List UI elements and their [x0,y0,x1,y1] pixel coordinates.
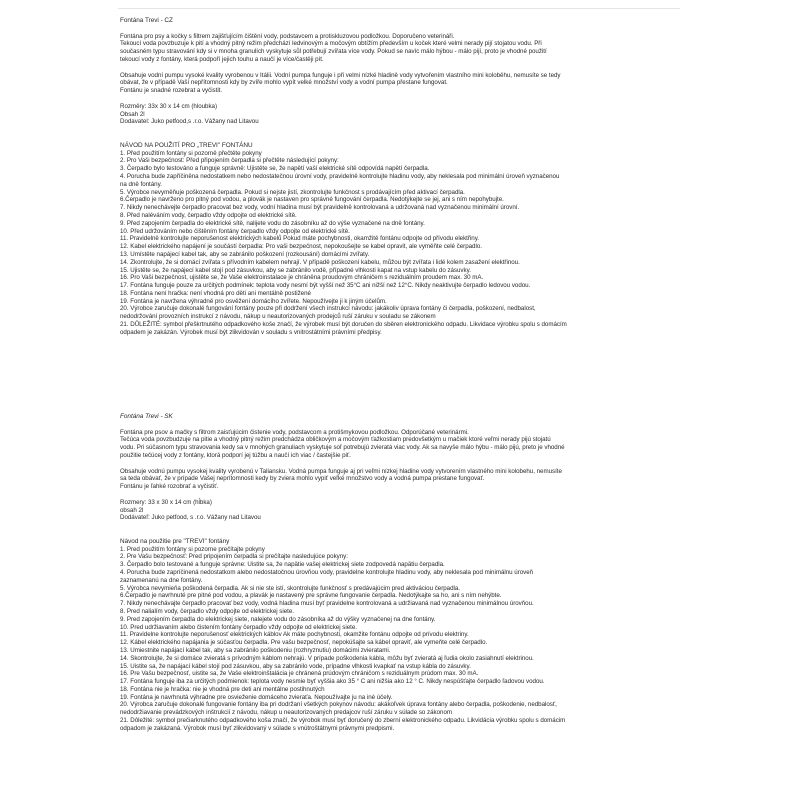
intro2-sk [120,468,680,491]
text-line: Tekoucí voda povzbuzuje k pití a vhodný pitný režim předchází ledvinovým a močovým obtížím především u koček které velmi nerady pijí stojatou vodu. Při [120,40,542,48]
section-title-cz: Fontána Trevi - CZ [120,17,173,24]
manual-line: 21. Dôležité: symbol prečiarknutého odpadkového koša značí, že výrobok musí byť doručený do zberní elektronického odpadu. Likvidácia výrobku spolu s domácim [120,717,566,725]
spec-line: Rozměry: 33x 30 x 14 cm (hloubka) [120,102,218,110]
text-line: Obsahuje vodnú pumpu vysokej kvality vyrobenú v Taliansku. Vodná pumpa funguje aj pri veľmi nízkej hladine vody vytvorením vlastného mini kolobehu, nemusíte [120,467,562,475]
text-line: vodu. Pri súčasnom typu stravovania kedy sa v mnohých granuliach vyskytuje soľ potrebujú zvieratá viac vody. Ak sa navyše málo hýbu - málo pijú, preto je vhodné [120,444,565,452]
manual-line: 7. Nikdy nenechávajte čerpadlo pracovať bez vody, vodná hladina musí byť pravidelne kontrolovaná a udržiavaná nad vyznačenou minimálnou úrovňou. [120,600,534,608]
manual-line: 15. Uistite sa, že napájací kábel stojí pod zásuvkou, aby sa zabránilo vode, prípadne vlhkosti kvapkať na vstup kábla do zásuvky. [120,662,471,670]
manual-line: 12. Kábel elektrického napájania je súčasťou čerpadla. Pre vašu bezpečnosť, nepokúšajte sa kábel opraviť, ale vymeňte celé čerpadlo. [120,639,488,647]
specs-sk [120,499,680,522]
spec-line: Dodavatel: Juko petfood,s .r.o. Vážany nad Litavou [120,118,259,126]
manual-line: 2. Pre Vašu bezpečnosť: Pred pripojením čerpadla si prečítajte nasledujúce pokyny: [120,553,348,561]
text-line: Tečúca voda povzbudzuje na pitie a vhodný pitný režim predchádza obličkovým a močovým ťažkostiam predovšetkým u mačiek ktoré veľmi nerady pijú stojatú [120,436,551,444]
manual-line: 11. Pravidelne kontrolujte neporušenosť elektrických káblov Ak máte pochybnosti, okamžite fontánu odpojte od prívodu elektriny. [120,631,469,639]
text-line: Fontánu je snadné rozebrat a vyčistit. [120,87,223,95]
manual-line: 19. Fontána je navrhnutá výhradne pre osvieženie domáceho zvieraťa. Nepoužívajte ju na iné účely. [120,693,393,701]
section-cz [120,17,680,337]
text-line: tekoucí vody z fontány, která podpoří jejich touhu a naučí je více/častěji pít. [120,55,324,63]
manual-line: nedodržování provozních instrukcí z návodu, nákup u neautorizovaných prodejců ruší záruku v souladu se zákonem [120,313,436,321]
spec-line: Dodávateľ: Juko petfood, s .r.o. Vážany nad Litavou [120,514,261,522]
manual-line: odpadom je zakázaná. Výrobok musí byť zlikvidovaný v súlade s vnútroštátnymi právnymi predpismi. [120,724,395,732]
text-line: Fontána pro psy a kočky s filtrem zajišťujícím čištění vody, podstavcem a protiskluzovou podložkou. Doporučeno veterináři. [120,32,455,40]
manual-line: 6.Čerpadlo je navrženo pro pitný pod vodou, a plovák je nastaven pro správné fungování čerpadla. Nedotýkejte se jej, ani s ním nepohybujte. [120,196,504,204]
manual-line: 19. Fontána je navržena výhradně pro osvěžení domácího zvířete. Nepoužívejte ji k jiným účelům. [120,297,387,305]
manual-line: 3. Čerpadlo bylo testováno a funguje správně: Ujistěte se, že napětí vaší elektrické sítě odpovídá napětí čerpadla. [120,165,430,173]
manual-line: 16. Pro Vaši bezpečnost, ujistěte se, že Vaše elektroinstalace je chráněna proudovým chráničem s reziduálním proudem max. 30 mA. [120,274,484,282]
text-line: použitie tečúcej vody z fontány, ktorá podporí jej túžbu a naučí ich viac / častejšie piť. [120,451,351,459]
manual-line: 9. Před zapojením čerpadla do elektrické sítě, nalijete vodu do zásobníku až do výše vyznačené na dně fontány. [120,219,425,227]
manual-cz [120,150,680,337]
manual-line: 10. Před udržováním nebo čištěním fontány čerpadlo vždy odpojte od elektrické sítě. [120,227,350,235]
manual-line: 18. Fontána nie je hračka: nie je vhodná pre deti ani mentálne postihnutých [120,685,325,693]
intro-cz [120,33,680,64]
section-sk [120,413,680,733]
manual-line: 13. Umiestnite napájací kábel tak, aby sa zabránilo poškodeniu (rozhryznutiu) domácimi zvieratami. [120,646,391,654]
text-line: sa teda obávať, že v prípade Vašej neprítomnosti kedy by zviera mohlo vypiť veľké množstvo vody a vodná pumpa prestane fungovať. [120,475,485,483]
specs-cz [120,103,680,126]
manual-line: 6.Čerpadlo je navrhnuté pre pitné pod vodou, a plavák je nastavený pre správne fungovanie čerpadla. Nedotýkajte sa ho, ani s ním nehýbte. [120,592,502,600]
manual-title-cz: NÁVOD NA POUŽITÍ PRO „TREVI" FONTÁNU [120,141,253,149]
text-line: Fontána pre psov a mačky s filtrom zaisťujúcim čistenie vody, podstavcom a protišmykovou podložkou. Odporúčané veterinármi. [120,428,469,436]
manual-sk [120,546,680,733]
manual-line: 16. Pre Vašu bezpečnosť, uistite sa, že Vaše elektroinštalácia je chránená prúdovým chráničom s reziduálnym prúdom max. 30 mA. [120,670,479,678]
manual-line: 5. Výrobca nevymieňa poškodená čerpadla. Ak si nie ste istí, skontrolujte funkčnosť s predávajúcim pred aktiváciou čerpadla. [120,584,460,592]
manual-line: 2. Pro Vaši bezpečnost: Před připojením čerpadla si přečtěte následující pokyny: [120,157,339,165]
spec-line: Obsah 2l [120,110,145,118]
manual-line: 21. DŮLEŽITÉ: symbol přeškrtnutého odpadkového koše značí, že výrobek musí být doručen do sběren elektronického odpadu. Likvidace výrobku spolu s domácím [120,321,567,329]
manual-line: zaznamenanú na dne fontány. [120,576,203,584]
intro-sk [120,429,680,460]
manual-line: 12. Kabel elektrického napájení je součástí čerpadla: Pro vaši bezpečnost, nepokoušejte se kabel opravit, ale vyměňte celé čerpadlo. [120,243,482,251]
spec-line: Rozmery: 33 x 30 x 14 cm (hĺbka) [120,498,212,506]
manual-line: 4. Porucha bude zapríčinená nedostatkom alebo nedostatočnou úrovňou vody, pravidelne kontrolujte hladinu vody, aby neklesala pod minimálnu úroveň [120,568,534,576]
top-divider [118,8,680,9]
manual-line: na dně fontány. [120,180,162,188]
manual-line: 15. Ujistěte se, že napájecí kabel stojí pod zásuvkou, aby se zabránilo vodě, případné vlhkosti kapat na vstup kabelu do zásuvky. [120,266,471,274]
manual-line: 14. Skontrolujte, že si domáce zvieratá s prívodným káblom nehrajú. V prípade poškodenia kábla, môžu byť zvieratá aj ľudia okolo zasiahnutí elektrinou. [120,654,534,662]
manual-line: odpadem je zakázán. Výrobek musí být zlikvidován v souladu s vnitrostátními právními předpisy. [120,328,382,336]
section-title-sk: Fontána Trevi - SK [120,413,173,420]
text-line: Obsahuje vodní pumpu vysoké kvality vyrobenou v Itálii. Vodní pumpa funguje i při velmi nízké hladině vody vytvořením vlastního mini koloběhu, nemusíte se tedy [120,71,561,79]
manual-line: 5. Výrobce nevyměňuje poškozená čerpadla. Pokud si nejste jistí, zkontrolujte funkčnost s prodávajícím před aktivací čerpadla. [120,188,465,196]
manual-line: 3. Čerpadlo bolo testované a funguje správne: Uistite sa, že napätie vašej elektrickej siete zodpovedá napätiu čerpadla. [120,561,445,569]
text-line: obávat, že v případě Vaší nepřítomnosti kdy by zvíře mohlo vypít velké množství vody a vodní pumpa přestane fungovat. [120,79,448,87]
manual-line: 8. Pred nalialím vody, čerpadlo vždy odpojte od elektrickej siete. [120,607,294,615]
manual-line: 1. Pred použitím fontány si pozorne prečítajte pokyny [120,545,265,553]
spec-line: obsah 2l [120,506,144,514]
manual-line: 10. Pred udržiavaním alebo čistením fontány čerpadlo vždy odpojte od elektrickej siete. [120,623,357,631]
manual-line: nedodržiavanie prevádzkových inštrukcií z návodu, nákup u neautorizovaných predajcov ruší záruku v súlade so zákonom [120,709,452,717]
manual-line: 1. Před použitím fontány si pozorně přečtěte pokyny [120,149,262,157]
manual-line: 4. Porucha bude zapříčiněna nedostatkem nebo nedostatečnou úrovní vody, pravidelně kontrolujte hladinu vody, aby neklesala pod minimální úroveň vyznačenou [120,172,560,180]
manual-line: 17. Fontána funguje pouze za určitých podmínek: teplota vody nesmí být vyšší než 35°C ani nižší než 12°C. Nikdy neaktivujte čerpadlo ledovou vodou. [120,282,531,290]
manual-line: 13. Umístěte napájecí kabel tak, aby se zabránilo poškození (rozkousání) domácími zvířaty. [120,250,370,258]
manual-line: 20. Výrobca zaručuje dokonalé fungovanie fontány iba pri dodržaní všetkých pokynov návodu: akákoľvek úprava fontány alebo čerpadla, poškodenie, nedbalosť, [120,701,557,709]
manual-line: 14. Zkontrolujte, že si domácí zvířata s přívodním kabelem nehrají. V případě poškození kabelu, můžou být zvířata i lidé kolem zasažení elektřinou. [120,258,520,266]
manual-line: 9. Pred zapojením čerpadla do elektrickej siete, nalejete vodu do zásobníka až do výšky vyznačenej na dne fontány. [120,615,436,623]
text-line: současném typu stravování kdy si v mnoha granulích vyskytuje sůl potřebují zvířata více vody. Pokud se navíc málo hýbou - málo pijí, proto je vhodné použití [120,48,547,56]
manual-line: 20. Výrobce zaručuje dokonalé fungování fontány pouze při dodržení všech instrukcí návodu: jakákoliv úprava fontány či čerpadla, poškození, nedbalost, [120,305,536,313]
manual-line: 18. Fontána není hračka: není vhodná pro děti ani mentálně postižené [120,289,311,297]
manual-line: 7. Nikdy nenechávejte čerpadlo pracovat bez vody, vodní hladina musí být pravidelně kontrolovaná a udržovaná nad vyznačenou minimální úrovní. [120,204,520,212]
manual-line: 8. Před naléváním vody, čerpadlo vždy odpojte od elektrické sítě. [120,211,297,219]
manual-line: 17. Fontána funguje iba za určitých podmienok: teplota vody nesmie byť vyššia ako 35 ° C ani nižšia ako 12 ° C. Nikdy nespúšťajte čerpadlo ľadovou vodou. [120,678,545,686]
text-line: Fontánu je ľahké rozobrať a vyčistiť. [120,483,219,491]
manual-line: 11. Pravidelně kontrolujte neporušenost elektrických kabelů Pokud máte pochybnosti, okamžitě fontánu odpojte od přívodu elektřiny. [120,235,480,243]
manual-title-sk: Návod na použitie pre "TREVI" fontány [120,537,230,545]
intro2-cz [120,72,680,95]
